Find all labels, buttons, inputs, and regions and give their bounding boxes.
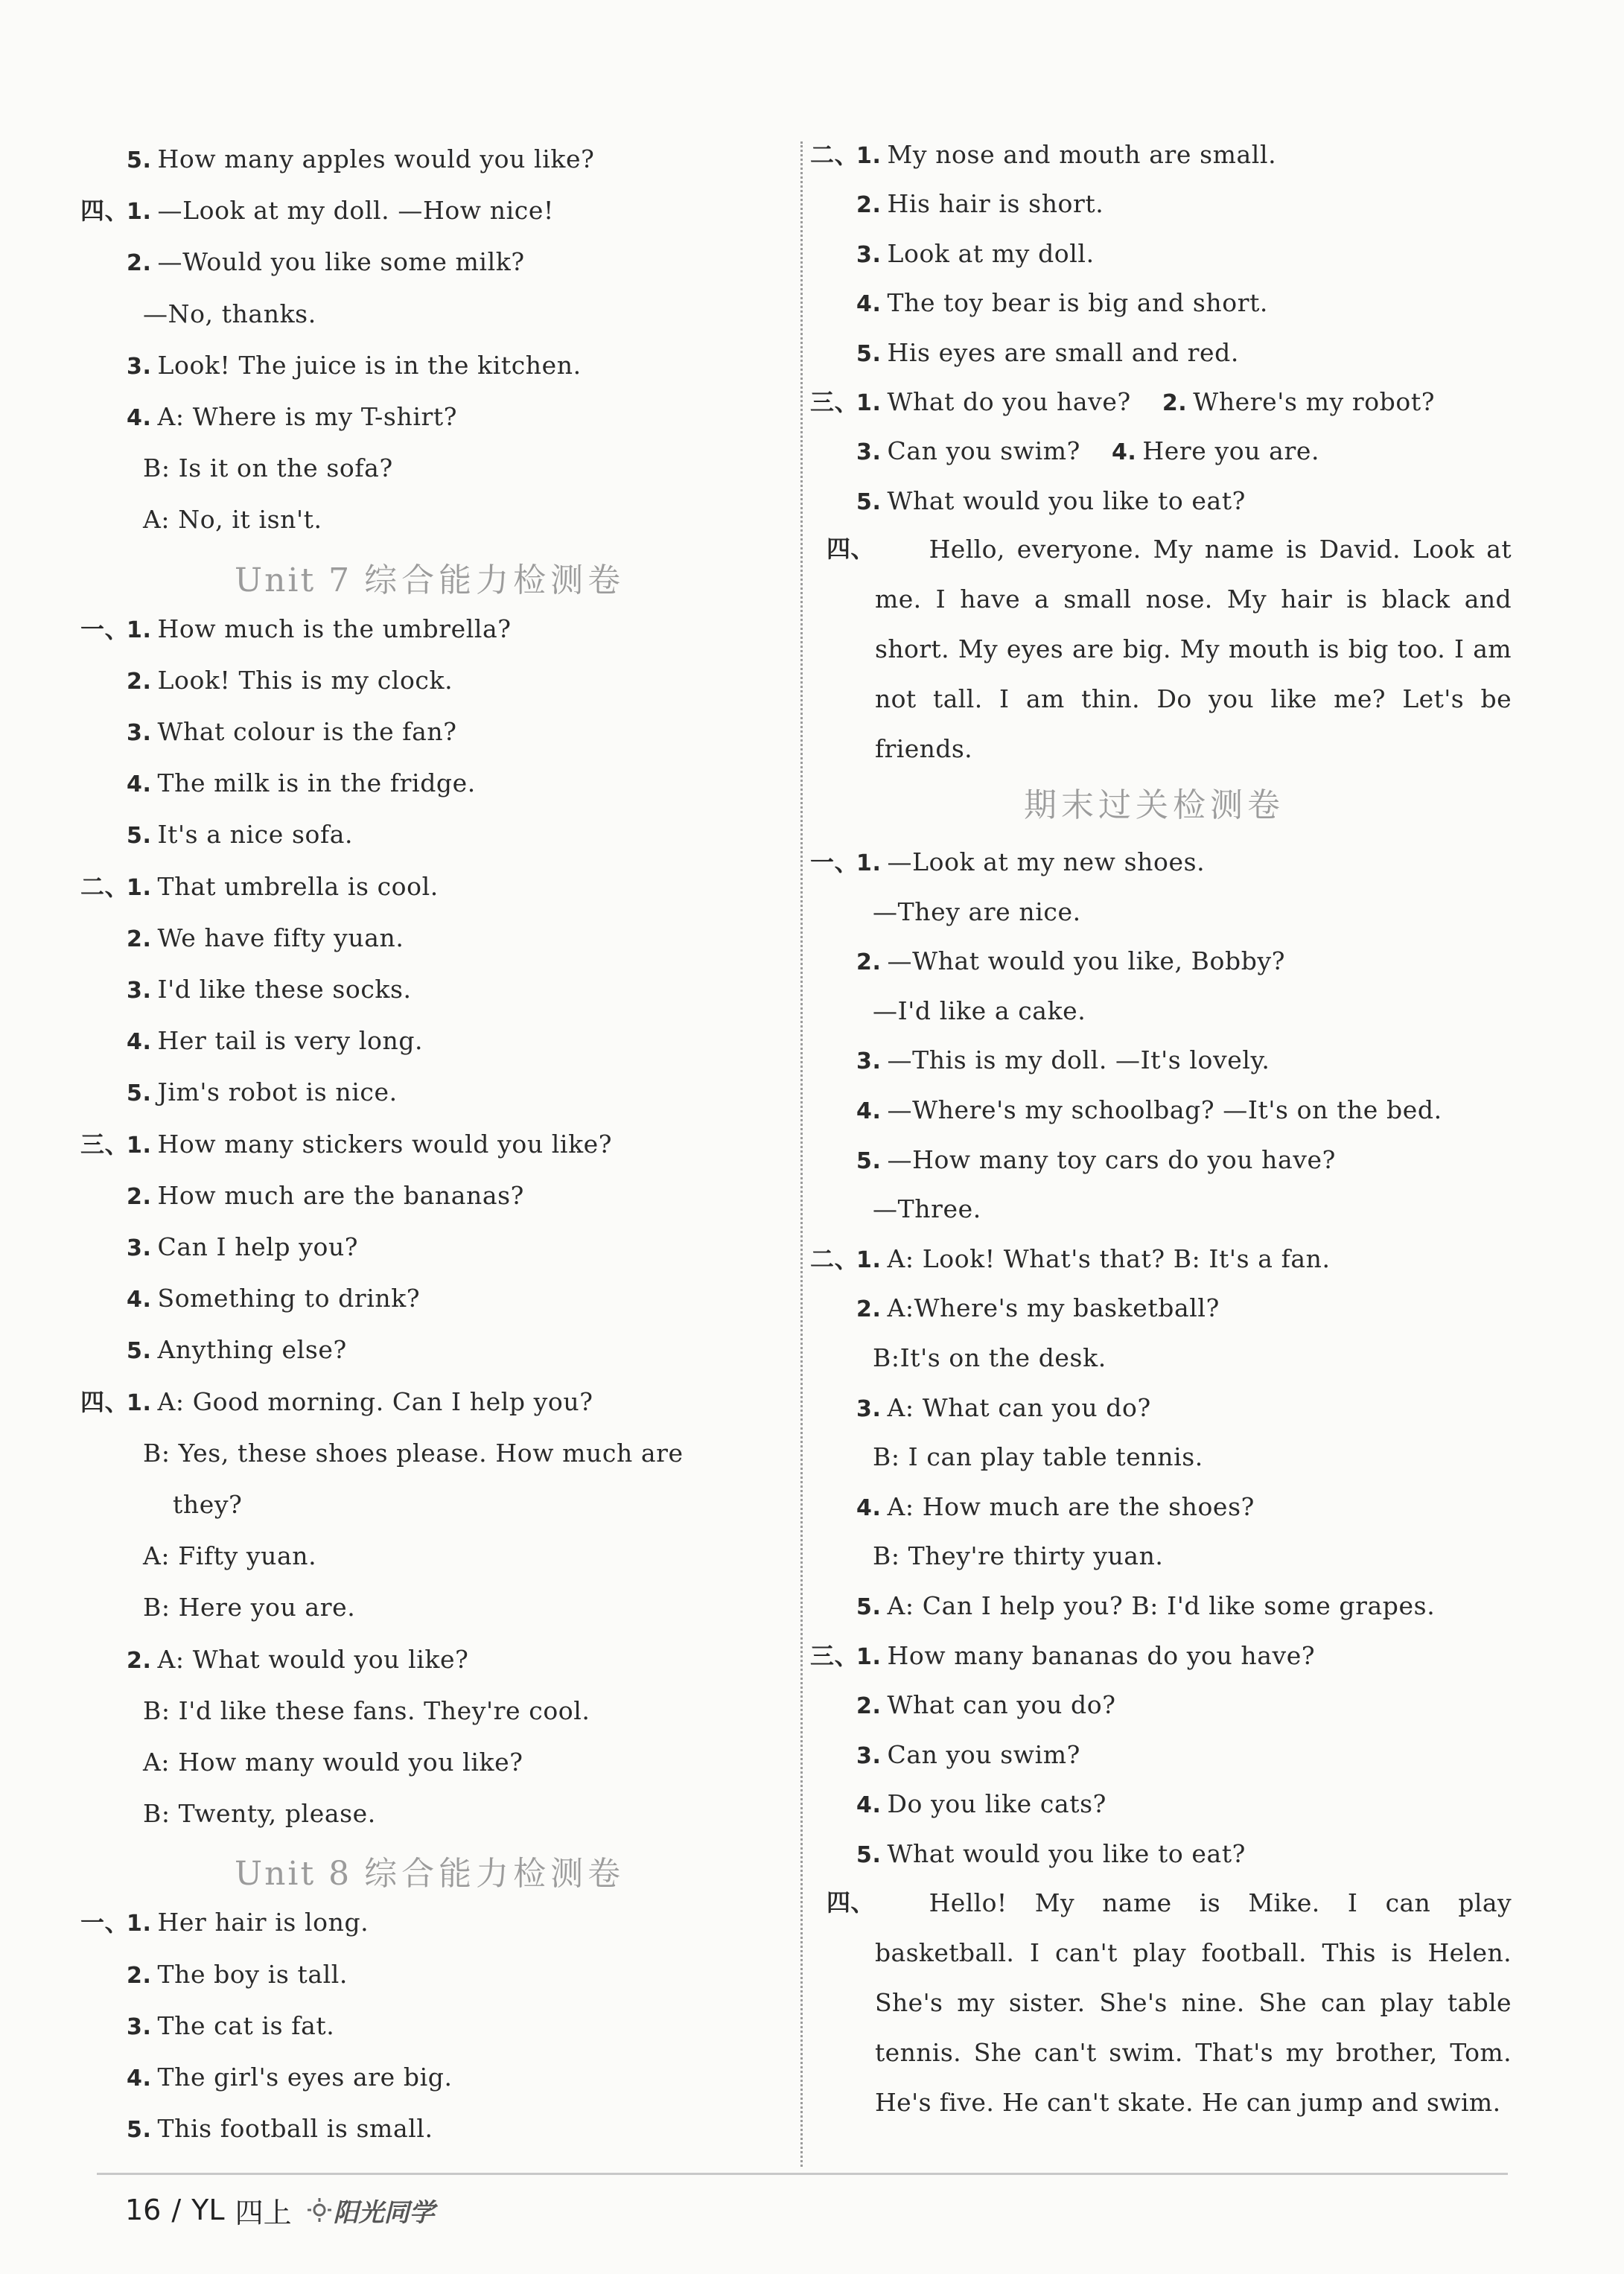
- item-number: 2.: [856, 1693, 882, 1720]
- answer-text: My nose and mouth are small.: [887, 140, 1277, 169]
- item-number: 3.: [127, 1235, 152, 1261]
- answer-text: This football is small.: [157, 2114, 433, 2144]
- item-number: 2.: [856, 949, 882, 976]
- answer-line: [856, 1392, 1151, 1426]
- item-number: 5.: [127, 147, 152, 173]
- answer-line: [856, 1689, 1116, 1723]
- section-marker: 一、: [810, 848, 859, 876]
- passage-text: Hello, everyone. My name is David. Look at me. I have a small nose. My hair is black and short. My eyes are big. My mouth is big too. I am not tall. I am thin. Do you like me? Let's be friends.: [875, 535, 1512, 763]
- answer-line: [80, 613, 512, 647]
- passage-text: Hello! My name is Mike. I can play basketball. I can't play football. This is Helen. She's my sister. She's nine. She can play table tennis. She can't swim. That's my brother, Tom. He's five. He can't skate. He can jump and swim.: [875, 1888, 1512, 2117]
- item-number: 2.: [127, 250, 152, 277]
- heading-unit: Unit 8: [235, 1855, 352, 1894]
- item-number: 5.: [127, 2117, 152, 2144]
- answer-text: What do you have?: [887, 387, 1131, 416]
- answer-text: That umbrella is cool.: [157, 871, 439, 901]
- answer-line: [127, 716, 457, 750]
- answer-line: [873, 1540, 1164, 1573]
- answer-text: B: They're thirty yuan.: [873, 1541, 1164, 1571]
- item-number: 4.: [856, 1098, 882, 1124]
- answer-text: What can you do?: [887, 1690, 1116, 1720]
- answer-line: [856, 188, 1104, 222]
- answer-text: —I'd like a cake.: [873, 996, 1086, 1025]
- item-number: 3.: [856, 1048, 882, 1075]
- answer-text: What would you like to eat?: [887, 485, 1246, 515]
- item-number: 5.: [127, 823, 152, 850]
- answer-text: B: Yes, these shoes please. How much are: [143, 1438, 684, 1468]
- answer-line: [143, 1540, 316, 1573]
- answer-text: A: What would you like?: [157, 1644, 469, 1674]
- page-footer: [125, 2188, 456, 2232]
- item-number: 3.: [856, 439, 882, 466]
- answer-text: A:Where's my basketball?: [887, 1293, 1220, 1323]
- answer-text: A: What can you do?: [887, 1392, 1151, 1422]
- answer-text: B: I'd like these fans. They're cool.: [143, 1695, 590, 1725]
- answer-text: The boy is tall.: [157, 1959, 348, 1989]
- item-number: 1.: [856, 1246, 882, 1273]
- item-number: 1.: [856, 1643, 882, 1670]
- item-number: 4.: [127, 1287, 152, 1313]
- answer-text: What colour is the fan?: [157, 717, 457, 746]
- answer-text: B:It's on the desk.: [873, 1343, 1106, 1372]
- answer-line: [856, 485, 1246, 519]
- section-heading: [235, 558, 625, 603]
- item-number: 1.: [856, 850, 882, 876]
- answer-line: [143, 1746, 523, 1779]
- answer-text: How much is the umbrella?: [157, 614, 512, 643]
- answer-text: A: No, it isn't.: [143, 505, 322, 535]
- answer-text: The toy bear is big and short.: [887, 288, 1269, 318]
- answer-line: [810, 386, 1436, 420]
- item-number: 4.: [856, 291, 882, 318]
- answer-line: [127, 401, 457, 435]
- answer-line: [143, 1591, 355, 1624]
- answer-line: [127, 664, 453, 698]
- answer-line: [127, 973, 412, 1007]
- answer-text: Look at my doll.: [887, 238, 1095, 268]
- answer-text: —They are nice.: [873, 896, 1081, 926]
- answer-line: [856, 1491, 1255, 1525]
- answer-text: A: Good morning. Can I help you?: [157, 1386, 593, 1416]
- answer-text: The girl's eyes are big.: [157, 2063, 453, 2092]
- answer-line: [810, 1640, 1316, 1674]
- answer-line: [80, 1128, 613, 1162]
- answer-text: Can I help you?: [157, 1232, 359, 1261]
- passage: [827, 524, 1512, 774]
- item-number: 2.: [856, 1296, 882, 1323]
- item-number: 2.: [127, 1962, 152, 1989]
- section-marker: 四、: [827, 1888, 875, 1917]
- answer-line: [856, 1094, 1442, 1128]
- answer-line: [810, 1243, 1331, 1277]
- answer-line: [143, 503, 322, 536]
- section-marker: 三、: [80, 1130, 130, 1159]
- answer-line: [810, 846, 1206, 880]
- answer-text: they?: [173, 1490, 243, 1519]
- item-number: 2.: [127, 668, 152, 695]
- item-number: 3.: [856, 241, 882, 268]
- column-divider: [800, 141, 803, 2167]
- answer-line: [856, 1838, 1246, 1872]
- item-number: 2.: [127, 1183, 152, 1210]
- answer-text: Look! This is my clock.: [157, 665, 453, 695]
- section-marker: 三、: [810, 388, 859, 416]
- answer-text: We have fifty yuan.: [157, 923, 404, 952]
- answer-line: [127, 1334, 347, 1368]
- answer-text: A: Look! What's that? B: It's a fan.: [887, 1243, 1331, 1273]
- answer-text: It's a nice sofa.: [157, 820, 354, 850]
- answer-line: [873, 1342, 1106, 1375]
- answer-text: His hair is short.: [887, 189, 1104, 219]
- answer-text: —This is my doll. —It's lovely.: [887, 1045, 1270, 1075]
- answer-text: Her tail is very long.: [157, 1026, 424, 1056]
- item-number: 5.: [127, 1338, 152, 1365]
- answer-line: [856, 238, 1095, 272]
- answer-line: [127, 1179, 524, 1214]
- section-heading: [235, 1852, 625, 1896]
- item-number: 3.: [856, 1742, 882, 1769]
- brand-logo-text: 阳光同学: [333, 2197, 435, 2228]
- section-marker: 二、: [810, 1244, 859, 1273]
- answer-text: Do you like cats?: [887, 1789, 1106, 1819]
- heading-title: 期末过关检测卷: [1024, 786, 1284, 824]
- item-number: 4.: [856, 1494, 882, 1521]
- item-number: 3.: [127, 720, 152, 746]
- answer-text: —Look at my doll. —How nice!: [157, 196, 554, 226]
- answer-line: [873, 1441, 1203, 1474]
- answer-line: [856, 1788, 1106, 1822]
- answer-line: [127, 1231, 358, 1265]
- item-number: 1.: [127, 1132, 152, 1159]
- answer-text: Something to drink?: [157, 1284, 421, 1313]
- item-number: 3.: [127, 353, 152, 380]
- footer-rule: [97, 2173, 1508, 2175]
- page-slash: /: [171, 2194, 182, 2226]
- section-marker: 三、: [810, 1641, 859, 1670]
- answer-text: —What would you like, Bobby?: [887, 946, 1285, 976]
- answer-line: [127, 922, 404, 956]
- brand-logo: [307, 2192, 445, 2229]
- answer-line: [173, 1488, 242, 1521]
- answer-text: His eyes are small and red.: [887, 337, 1239, 367]
- edition-code: YL: [191, 2194, 225, 2226]
- heading-unit: Unit 7: [235, 561, 352, 599]
- item-number: 4.: [1111, 439, 1137, 466]
- answer-line: [856, 1044, 1270, 1078]
- grade-label: 四上: [235, 2196, 292, 2229]
- answer-line: [143, 1437, 684, 1470]
- item-number: 5.: [856, 488, 882, 515]
- item-number: 5.: [856, 1147, 882, 1174]
- answer-line: [143, 298, 316, 331]
- section-marker: 一、: [80, 614, 130, 643]
- answer-text: —Where's my schoolbag? —It's on the bed.: [887, 1095, 1442, 1124]
- answer-line: [856, 945, 1285, 979]
- answer-text: How many bananas do you have?: [887, 1640, 1316, 1670]
- answer-line: [127, 767, 476, 801]
- answer-line: [127, 1025, 423, 1059]
- answer-line: [810, 138, 1277, 173]
- answer-text: What would you like to eat?: [887, 1839, 1246, 1868]
- answer-text: —No, thanks.: [143, 299, 316, 328]
- answer-line: [143, 1797, 376, 1830]
- answer-line: [127, 1282, 420, 1316]
- answer-line: [856, 435, 1319, 469]
- answer-line: [856, 337, 1239, 371]
- item-number: 1.: [127, 617, 152, 643]
- item-number: 2.: [856, 192, 882, 219]
- answer-text: I'd like these socks.: [157, 975, 412, 1004]
- answer-line: [873, 896, 1081, 929]
- answer-text: Anything else?: [157, 1335, 347, 1365]
- answer-line: [127, 143, 594, 177]
- section-marker: 二、: [80, 872, 130, 901]
- item-number: 5.: [856, 1842, 882, 1868]
- answer-text: How many stickers would you like?: [157, 1129, 613, 1159]
- answer-text: A: Fifty yuan.: [143, 1541, 317, 1571]
- answer-line: [80, 870, 439, 905]
- answer-line: [127, 1643, 468, 1678]
- answer-line: [80, 1386, 593, 1420]
- answer-line: [143, 452, 393, 485]
- answer-text: Can you swim?: [887, 436, 1080, 466]
- passage: [827, 1878, 1512, 2127]
- item-number: 4.: [856, 1792, 882, 1819]
- answer-line: [856, 1144, 1336, 1178]
- answer-line: [873, 995, 1086, 1028]
- answer-line: [856, 1739, 1080, 1773]
- item-number: 1.: [856, 143, 882, 169]
- answer-text: —Look at my new shoes.: [887, 847, 1206, 876]
- item-number: 3.: [127, 2013, 152, 2040]
- answer-text: Here you are.: [1142, 436, 1320, 466]
- item-number: 5.: [856, 1594, 882, 1620]
- section-marker: 二、: [810, 141, 859, 169]
- answer-text: B: Is it on the sofa?: [143, 453, 393, 483]
- section-marker: 四、: [80, 1387, 130, 1416]
- answer-line: [143, 1695, 590, 1727]
- answer-text: —How many toy cars do you have?: [887, 1144, 1336, 1174]
- answer-text: Jim's robot is nice.: [157, 1077, 398, 1107]
- answer-line: [127, 246, 525, 280]
- item-number: 1.: [127, 199, 152, 226]
- answer-text: A: How many would you like?: [143, 1748, 523, 1777]
- item-number: 5.: [127, 1080, 152, 1107]
- answer-text: Her hair is long.: [157, 1908, 369, 1937]
- item-number: 2.: [127, 1647, 152, 1674]
- section-marker: 四、: [827, 535, 875, 563]
- answer-line: [856, 1292, 1220, 1326]
- answer-text: Can you swim?: [887, 1739, 1080, 1769]
- answer-line: [127, 349, 582, 383]
- answer-line: [80, 1906, 369, 1940]
- answer-text: How much are the bananas?: [157, 1180, 524, 1210]
- item-number: 5.: [856, 340, 882, 367]
- section-marker: 四、: [80, 197, 130, 226]
- answer-text: —Would you like some milk?: [157, 247, 525, 277]
- answer-text: A: Can I help you? B: I'd like some grapes.: [887, 1591, 1436, 1620]
- answer-text: How many apples would you like?: [157, 144, 595, 173]
- heading-title: 综合能力检测卷: [364, 561, 625, 599]
- item-number: 4.: [127, 2066, 152, 2092]
- item-number: 1.: [127, 1911, 152, 1937]
- answer-line: [127, 2010, 334, 2044]
- item-number: 3.: [127, 978, 152, 1004]
- sun-icon: [307, 2197, 332, 2223]
- item-number: 1.: [856, 390, 882, 416]
- item-number: 4.: [127, 1029, 152, 1056]
- section-heading: [1024, 783, 1284, 828]
- answer-line: [127, 1076, 398, 1110]
- answer-text: A: Where is my T-shirt?: [157, 402, 458, 431]
- answer-text: Look! The juice is in the kitchen.: [157, 350, 582, 380]
- answer-text: The cat is fat.: [157, 2010, 335, 2040]
- section-marker: 一、: [80, 1908, 130, 1937]
- item-number: 4.: [127, 771, 152, 798]
- answer-line: [856, 1590, 1435, 1624]
- item-number: 4.: [127, 405, 152, 431]
- answer-line: [127, 2061, 453, 2095]
- answer-line: [127, 2112, 433, 2147]
- item-number: 2.: [127, 926, 152, 952]
- answer-text: A: How much are the shoes?: [887, 1491, 1255, 1521]
- answer-line: [127, 1958, 348, 1993]
- item-number: 3.: [856, 1395, 882, 1422]
- item-number: 1.: [127, 874, 152, 901]
- answer-line: [80, 194, 554, 229]
- answer-text: The milk is in the fridge.: [157, 768, 476, 798]
- heading-title: 综合能力检测卷: [364, 1855, 625, 1894]
- answer-text: B: Here you are.: [143, 1593, 356, 1622]
- answer-text: B: I can play table tennis.: [873, 1442, 1203, 1472]
- answer-text: Where's my robot?: [1193, 387, 1436, 416]
- answer-line: [856, 287, 1268, 321]
- answer-line: [873, 1193, 981, 1226]
- item-number: 1.: [127, 1389, 152, 1416]
- answer-line: [127, 818, 353, 853]
- answer-text: —Three.: [873, 1194, 981, 1224]
- page-number: 16: [125, 2194, 162, 2226]
- answer-text: B: Twenty, please.: [143, 1799, 376, 1829]
- item-number: 2.: [1162, 390, 1188, 416]
